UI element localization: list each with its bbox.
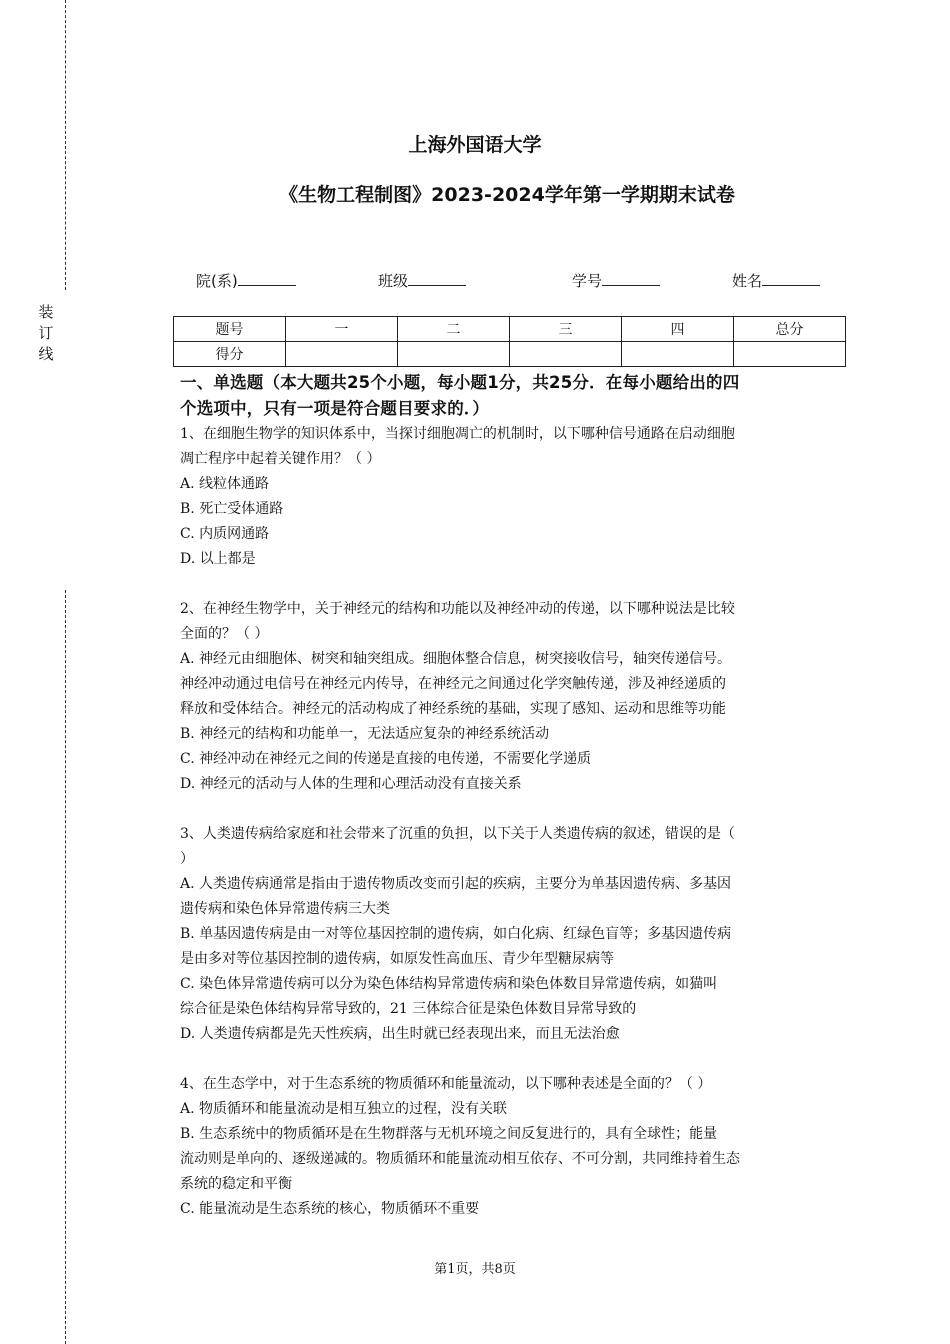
option-b-cont: 系统的稳定和平衡 (180, 1176, 292, 1192)
question-3 (180, 822, 840, 1047)
page-footer: 第1页，共8页 (434, 1262, 516, 1277)
info-field-class (378, 270, 466, 291)
score-table-header-row (174, 317, 846, 342)
option-c: C. 能量流动是生态系统的核心，物质循环不重要 (180, 1201, 480, 1217)
score-entry-cell[interactable] (734, 342, 846, 367)
info-field-student-id (572, 270, 660, 291)
score-entry-cell[interactable] (398, 342, 510, 367)
score-table (173, 316, 846, 367)
score-entry-cell[interactable] (286, 342, 398, 367)
option-a-cont: 遗传病和染色体异常遗传病三大类 (180, 901, 390, 917)
question-stem: 1、在细胞生物学的知识体系中，当探讨细胞凋亡的机制时，以下哪种信号通路在启动细胞 (180, 426, 735, 442)
question-stem: 全面的？（ ） (180, 626, 269, 642)
option-c: C. 神经冲动在神经元之间的传递是直接的电传递，不需要化学递质 (180, 751, 592, 767)
department-blank[interactable] (238, 271, 296, 286)
option-c-cont: 综合征是染色体结构异常导致的，21 三体综合征是染色体数目异常导致的 (180, 1001, 637, 1017)
student-id-blank[interactable] (602, 271, 660, 286)
option-b: B. 死亡受体通路 (180, 501, 284, 517)
binding-line-bottom (65, 590, 66, 1344)
exam-content (180, 370, 840, 1222)
option-a: A. 物质循环和能量流动是相互独立的过程，没有关联 (180, 1101, 508, 1117)
question-stem: 4、在生态学中，对于生态系统的物质循环和能量流动，以下哪种表述是全面的？（ ） (180, 1076, 712, 1092)
section-title: 一、单选题（本大题共25个小题，每小题1分，共25分．在每小题给出的四 (180, 373, 740, 392)
question-4 (180, 1072, 840, 1222)
option-a: A. 人类遗传病通常是指由于遗传物质改变而引起的疾病，主要分为单基因遗传病、多基因 (180, 876, 732, 892)
option-b: B. 单基因遗传病是由一对等位基因控制的遗传病，如白化病、红绿色盲等；多基因遗传病 (180, 926, 732, 942)
option-a: A. 线粒体通路 (180, 476, 270, 492)
option-b: B. 神经元的结构和功能单一，无法适应复杂的神经系统活动 (180, 726, 550, 742)
info-field-label: 学号 (572, 272, 603, 290)
score-cell: 题号 (174, 317, 286, 342)
question-stem: 3、人类遗传病给家庭和社会带来了沉重的负担，以下关于人类遗传病的叙述，错误的是（ (180, 826, 735, 842)
question-1 (180, 422, 840, 572)
class-blank[interactable] (408, 271, 466, 286)
info-field-name (732, 270, 820, 291)
score-cell: 二 (398, 317, 510, 342)
score-cell: 得分 (174, 342, 286, 367)
info-field-label: 院(系) (196, 272, 238, 290)
score-cell: 四 (622, 317, 734, 342)
info-field-department (196, 270, 296, 291)
option-b-cont: 流动则是单向的、逐级递减的。物质循环和能量流动相互依存、不可分割，共同维持着生态 (180, 1151, 740, 1167)
question-stem: ） (180, 851, 194, 867)
option-b: B. 生态系统中的物质循环是在生物群落与无机环境之间反复进行的，具有全球性；能量 (180, 1126, 718, 1142)
binding-label: 装订线 (38, 303, 54, 363)
score-entry-cell[interactable] (510, 342, 622, 367)
section-title: 个选项中，只有一项是符合题目要求的．） (180, 399, 490, 418)
score-table-score-row (174, 342, 846, 367)
option-a-cont: 释放和受体结合。神经元的活动构成了神经系统的基础，实现了感知、运动和思维等功能 (180, 701, 726, 717)
option-c: C. 染色体异常遗传病可以分为染色体结构异常遗传病和染色体数目异常遗传病，如猫叫 (180, 976, 718, 992)
school-name: 上海外国语大学 (408, 134, 542, 156)
option-d: D. 人类遗传病都是先天性疾病，出生时就已经表现出来，而且无法治愈 (180, 1026, 620, 1042)
question-2 (180, 597, 840, 797)
info-field-label: 班级 (378, 272, 409, 290)
question-stem: 2、在神经生物学中，关于神经元的结构和功能以及神经冲动的传递，以下哪种说法是比较 (180, 601, 735, 617)
option-d: D. 神经元的活动与人体的生理和心理活动没有直接关系 (180, 776, 522, 792)
option-a: A. 神经元由细胞体、树突和轴突组成。细胞体整合信息，树突接收信号，轴突传递信号。 (180, 651, 732, 667)
score-cell: 三 (510, 317, 622, 342)
option-a-cont: 神经冲动通过电信号在神经元内传导，在神经元之间通过化学突触传递，涉及神经递质的 (180, 676, 726, 692)
option-c: C. 内质网通路 (180, 526, 270, 542)
exam-title: 《生物工程制图》2023-2024学年第一学期期末试卷 (279, 184, 735, 206)
score-entry-cell[interactable] (622, 342, 734, 367)
option-d: D. 以上都是 (180, 551, 256, 567)
question-stem: 凋亡程序中起着关键作用？（ ） (180, 451, 381, 467)
option-b-cont: 是由多对等位基因控制的遗传病，如原发性高血压、青少年型糖尿病等 (180, 951, 614, 967)
name-blank[interactable] (762, 271, 820, 286)
score-cell: 一 (286, 317, 398, 342)
info-field-label: 姓名 (732, 272, 763, 290)
score-cell: 总分 (734, 317, 846, 342)
